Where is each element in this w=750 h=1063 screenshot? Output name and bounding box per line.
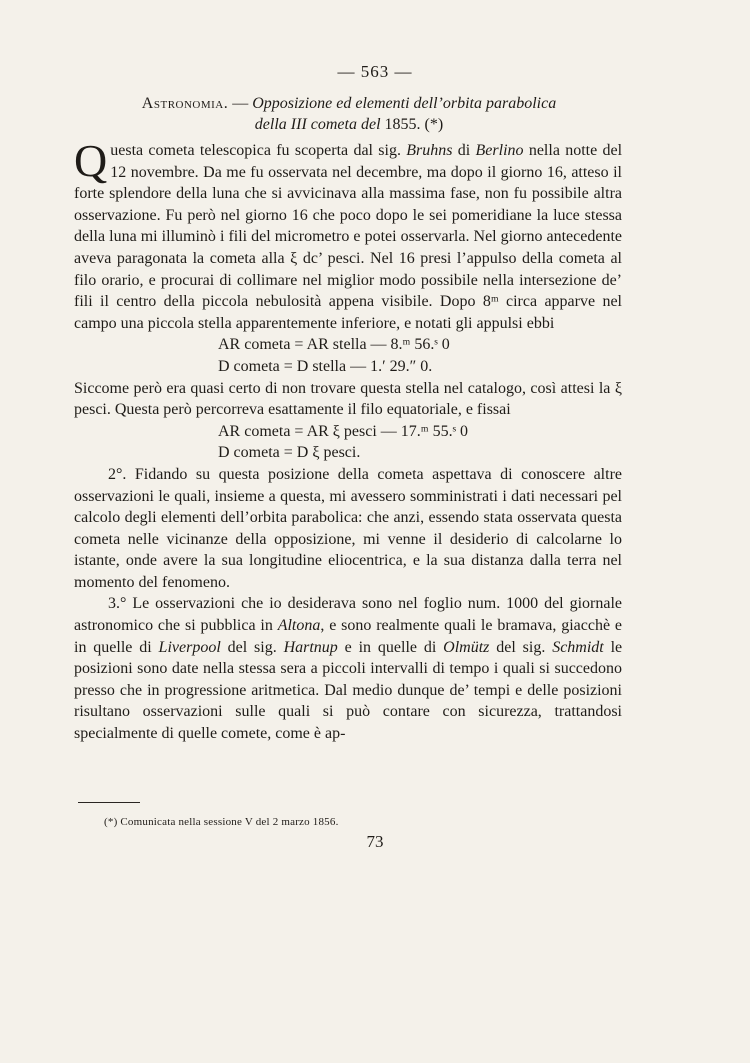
formula-1-line-2: D cometa = D stella — 1.′ 29.″ 0.	[218, 357, 433, 375]
formula-1	[74, 334, 622, 377]
signature-number: 73	[366, 832, 384, 851]
paragraph-1	[74, 135, 623, 334]
p1-text-c: nella notte del 12 novembre. Da me fu osservata nel decembre, ma dopo il giorno 16, atteso il forte splendore della luna che si avvicinava alla massima fase, non fu possibile altra osservazione. Fu però nel giorno 16 che poco dopo le sei pomeridiane la luce stessa della luna mi illuminò i fili del micrometro e potei osservarla. Nel giorno antecedente aveva paragonata la cometa alla ξ dc’ pesci. Nel 16 presi l’appulso della cometa al filo orario, e procurai di collimare nel miglior modo possibile nella intersezione de’ fili il centro della piccola nebulosità appena visibile. Dopo 8ᵐ circa apparve nel campo una piccola stella apparentemente inferiore, e notati gli appulsi ebbi	[74, 142, 623, 332]
p2-text: Siccome però era quasi certo di non trovare questa stella nel catalogo, così attesi la ξ pesci. Questa però percorreva esattamente il filo equatoriale, e fissai	[74, 379, 622, 419]
paragraph-2	[74, 378, 622, 421]
place-berlino: Berlino	[475, 142, 524, 159]
drop-cap: Q	[74, 135, 108, 186]
p3-text: 2°. Fidando su questa posizione della cometa aspettava di conoscere altre osservazioni le quali, insieme a questa, mi avessero somministrati i dati necessari pel calcolo degli elementi dell’orbita parabolica: che anzi, essendo stata osservata questa cometa nelle vicinanze della opposizione, mi venne il desiderio di calcolarne lo istante, onde avere la sua longitudine eliocentrica, e la sua distanza dalla terra nel momento del fenomeno.	[74, 465, 622, 591]
p4-text-b: , e sono realmente quali le bramava, giacchè e in quelle di	[74, 617, 623, 656]
title-text-2: della III cometa del	[254, 116, 381, 133]
p4-text-d: e in quelle di	[344, 638, 437, 656]
page-number: — 563 —	[337, 62, 413, 81]
p4-text-f: le posizioni sono date nella stessa sera a piccoli intervalli di tempo i quali si succedono presso che in progressione aritmetica. Dal medio dunque de’ tempi e delle posizioni risultano osservazioni sulle quali si può contare con sicurezza, trattandosi specialmente di quelle comete, come è ap-	[74, 638, 623, 743]
formula-2-line-1: AR cometa = AR ξ pesci — 17.ᵐ 55.ˢ 0	[218, 422, 469, 440]
paragraph-4	[74, 593, 622, 744]
place-olmutz: Olmütz	[443, 638, 490, 656]
footnote: (*) Comunicata nella sessione V del 2 marzo 1856.	[104, 816, 339, 828]
article-title	[74, 93, 624, 135]
footnote-mark: (*)	[424, 116, 444, 133]
article-body	[74, 135, 623, 745]
title-line-1	[74, 93, 624, 114]
title-dash: —	[232, 95, 249, 112]
title-line-2	[74, 114, 624, 135]
title-text-1: Opposizione ed elementi dell’orbita parabolica	[252, 95, 557, 112]
name-bruhns: Bruhns	[406, 142, 453, 159]
p1-text-a: uesta cometa telescopica fu scoperta dal sig.	[110, 142, 401, 159]
footnote-rule	[78, 802, 140, 803]
place-liverpool: Liverpool	[158, 638, 221, 656]
formula-2-line-2: D cometa = D ξ pesci.	[218, 444, 361, 462]
title-year: 1855.	[384, 116, 421, 133]
name-schmidt: Schmidt	[552, 638, 604, 656]
p4-text-a: 3.° Le osservazioni che io desiderava sono nel foglio num. 1000 del giornale astronomico che si pubblica in	[74, 595, 622, 635]
section-name: Astronomia.	[141, 95, 229, 112]
p4-text-c: del sig.	[227, 638, 277, 656]
formula-1-line-1: AR cometa = AR stella — 8.ᵐ 56.ˢ 0	[218, 336, 450, 354]
paragraph-3	[74, 464, 622, 594]
p4-text-e: del sig.	[496, 638, 546, 656]
formula-2	[74, 421, 622, 464]
place-altona: Altona	[277, 617, 321, 635]
p1-text-b: di	[457, 142, 471, 159]
name-hartnup: Hartnup	[283, 638, 338, 656]
